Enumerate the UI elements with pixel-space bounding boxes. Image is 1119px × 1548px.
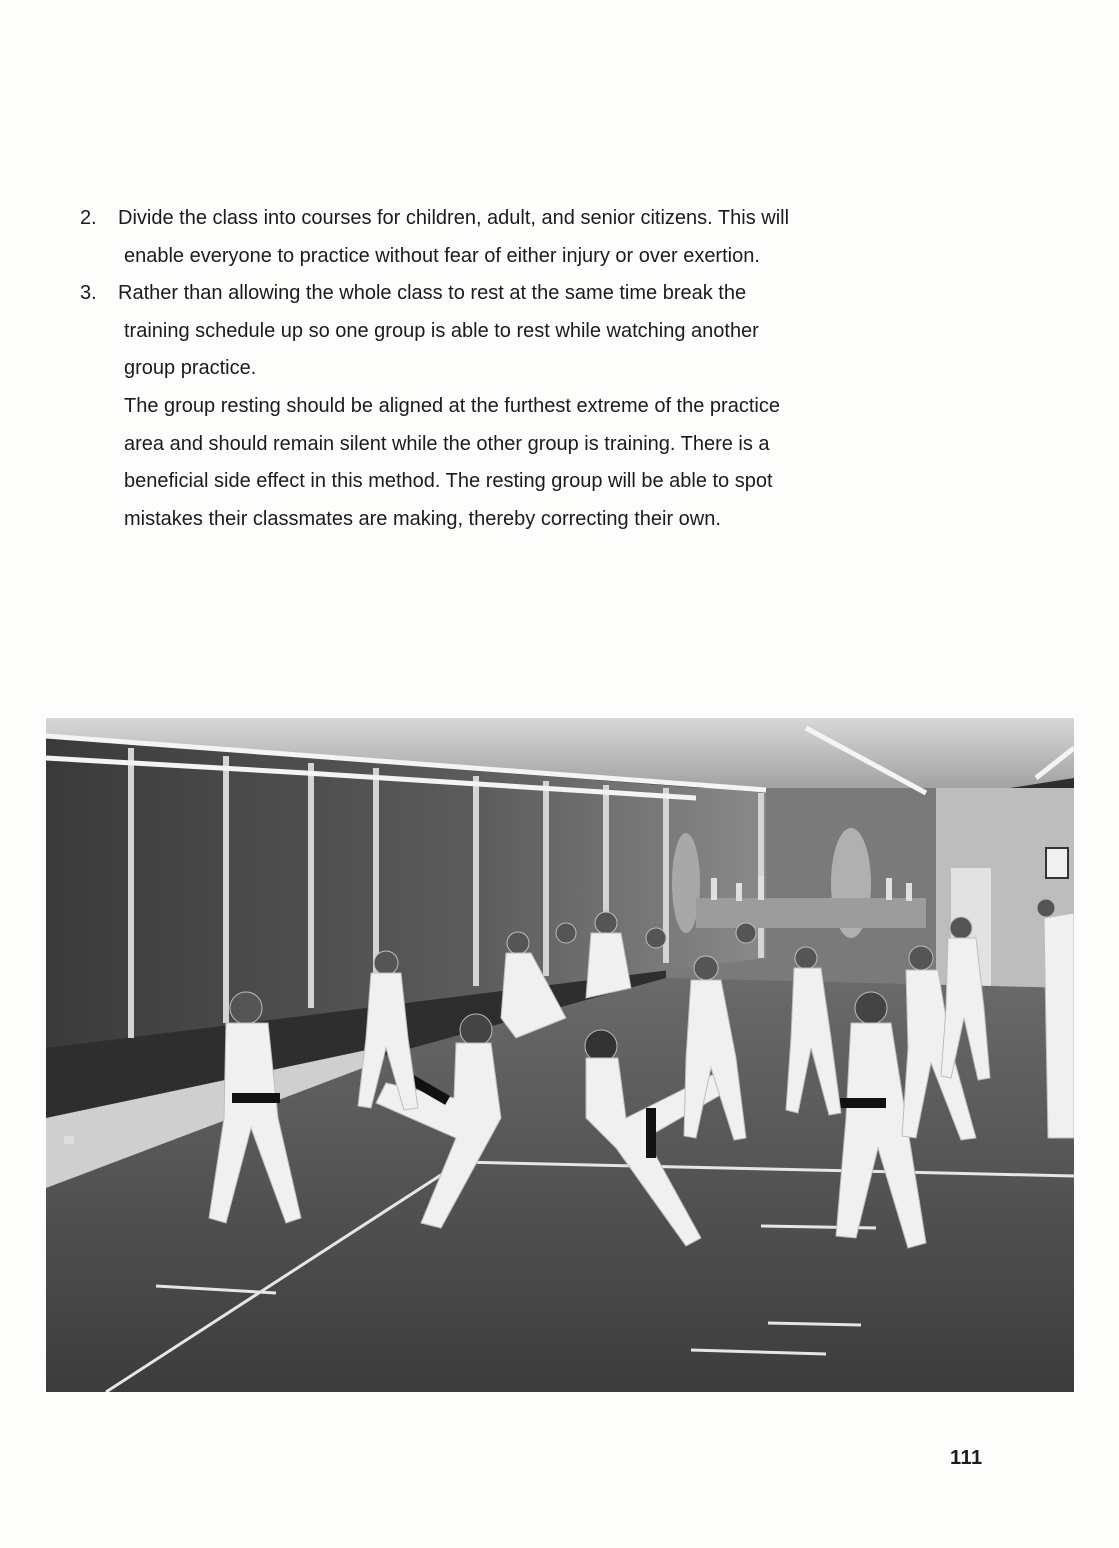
list-item: [80, 275, 980, 388]
numbered-list: [80, 200, 980, 538]
text-line: training schedule up so one group is able to rest while watching another: [124, 319, 759, 342]
text-line: beneficial side effect in this method. The resting group will be able to spot: [124, 470, 773, 493]
text-line: mistakes their classmates are making, thereby correcting their own.: [124, 507, 721, 530]
dojo-training-photo: [46, 718, 1074, 1392]
text-line: enable everyone to practice without fear of either injury or over exertion.: [124, 244, 760, 267]
text-line: The group resting should be aligned at the furthest extreme of the practice: [124, 394, 780, 417]
trophy-shelf: [696, 898, 926, 928]
text-line: area and should remain silent while the other group is training. There is a: [124, 432, 770, 455]
text-line: Rather than allowing the whole class to rest at the same time break the: [118, 282, 747, 305]
wall-frame: [1046, 848, 1068, 878]
list-number: 3.: [80, 282, 97, 305]
text-line: Divide the class into courses for children, adult, and senior citizens. This will: [118, 207, 790, 229]
page-number: 111: [950, 1447, 983, 1469]
list-number: 2.: [80, 207, 97, 229]
outlet: [64, 1136, 74, 1144]
punching-bag: [672, 833, 700, 933]
text-line: group practice.: [124, 357, 257, 380]
list-item: [80, 200, 980, 275]
continuation-paragraph: [80, 388, 980, 538]
